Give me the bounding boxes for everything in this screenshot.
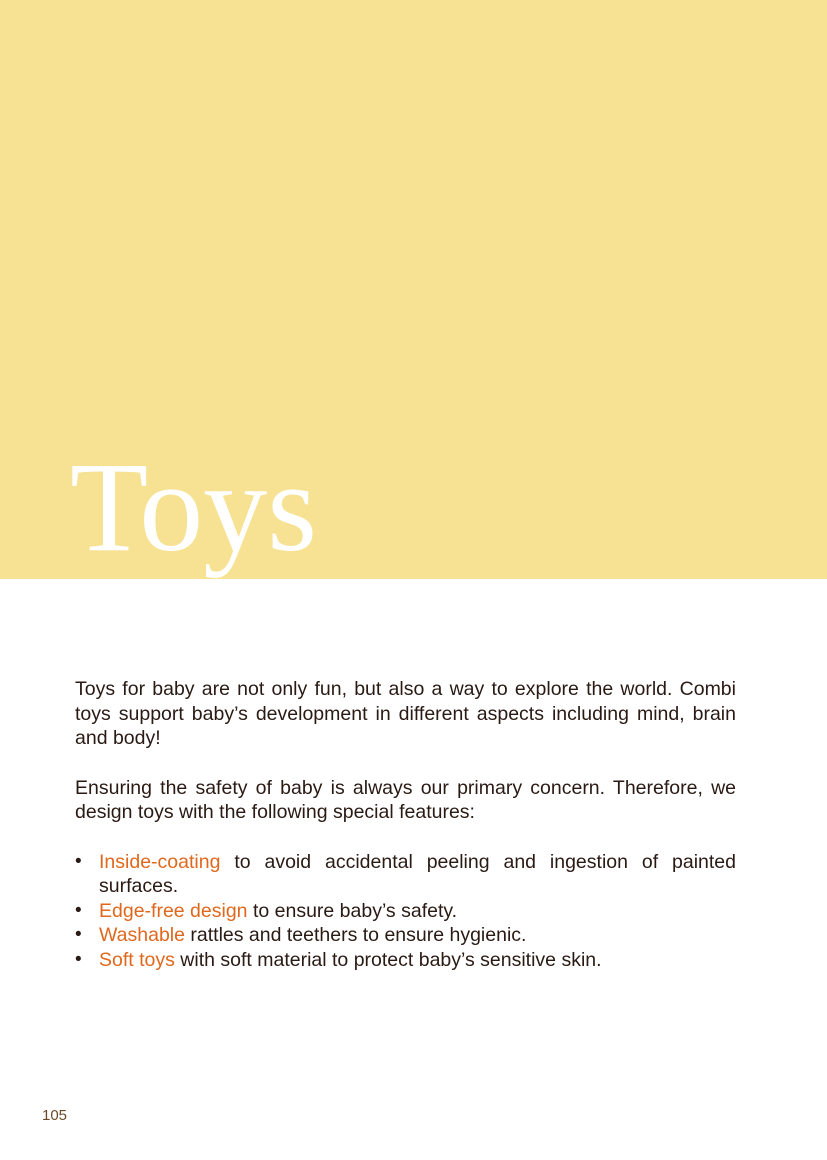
feature-highlight: Inside-coating (99, 850, 221, 873)
page-number: 105 (42, 1107, 68, 1124)
feature-list (75, 850, 736, 973)
title-banner (0, 0, 827, 579)
feature-text: to ensure baby’s safety. (247, 899, 458, 922)
feature-highlight: Washable (99, 924, 185, 946)
intro-paragraph: Toys for baby are not only fun, but also a way to explore the world. Combi toys support baby’s development in different aspects including mind, brain and body! (75, 678, 736, 749)
safety-paragraph: Ensuring the safety of baby is always our primary concern. Therefore, we design toys with the following special features: (75, 776, 736, 823)
bullet-icon: • (75, 948, 82, 970)
list-item (75, 850, 736, 899)
feature-highlight: Edge-free design (99, 899, 248, 922)
bullet-icon: • (75, 899, 82, 921)
bullet-icon: • (75, 850, 82, 872)
feature-highlight: Soft toys (99, 948, 175, 971)
page-title: Toys (70, 436, 318, 578)
list-item (75, 923, 736, 948)
list-item (75, 948, 736, 973)
list-item (75, 899, 736, 924)
feature-text: rattles and teethers to ensure hygienic. (185, 924, 527, 946)
body-content (75, 677, 736, 972)
bullet-icon: • (75, 924, 82, 945)
feature-text: with soft material to protect baby’s sensitive skin. (174, 948, 602, 971)
feature-text: to avoid accidental peeling and ingestion of painted surfaces. (99, 850, 736, 897)
